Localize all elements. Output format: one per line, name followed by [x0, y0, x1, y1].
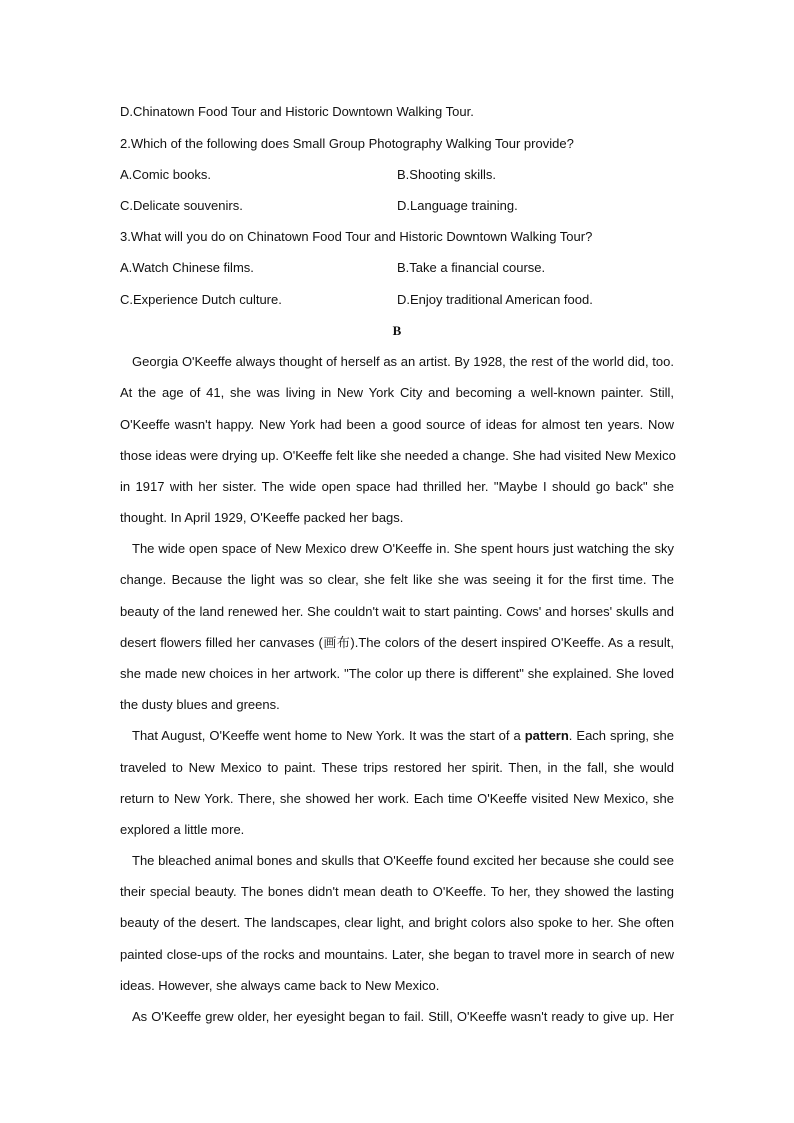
q3-question: 3.What will you do on Chinatown Food Tour and Historic Downtown Walking Tour?	[120, 229, 593, 244]
q2-option-d: D.Language training.	[397, 198, 518, 213]
q2-option-a: A.Comic books.	[120, 167, 212, 182]
q3-option-a: A.Watch Chinese films.	[120, 260, 254, 275]
passage-p1-line: those ideas were drying up. O'Keeffe felt like she needed a change. She had visited New Mexico	[120, 448, 676, 463]
passage-p2-line: The wide open space of New Mexico drew O'Keeffe in. She spent hours just watching the sky	[132, 541, 674, 556]
passage-p3-line: return to New York. There, she showed her work. Each time O'Keeffe visited New Mexico, she	[120, 791, 674, 806]
passage-p1-line: thought. In April 1929, O'Keeffe packed her bags.	[120, 510, 404, 525]
passage-p2-line: change. Because the light was so clear, she felt like she was seeing it for the first time. The	[120, 572, 674, 587]
passage-p4-line: painted close-ups of the rocks and mountains. Later, she began to travel more in search of new	[120, 947, 674, 962]
passage-p5-line: As O'Keeffe grew older, her eyesight began to fail. Still, O'Keeffe wasn't ready to give up. Her	[132, 1009, 674, 1024]
passage-p3-line: traveled to New Mexico to paint. These trips restored her spirit. Then, in the fall, she would	[120, 760, 674, 775]
q2-question: 2.Which of the following does Small Group Photography Walking Tour provide?	[120, 136, 574, 151]
passage-p1-line: At the age of 41, she was living in New York City and becoming a well-known painter. Still,	[120, 385, 674, 400]
p3-text-after: . Each spring, she	[568, 728, 674, 743]
section-label: B	[392, 323, 402, 338]
passage-p3-line: explored a little more.	[120, 822, 245, 837]
passage-p2-line: beauty of the land renewed her. She couldn't wait to start painting. Cows' and horses' skulls and	[120, 604, 674, 619]
passage-p3-line	[132, 728, 674, 744]
passage-p1-line: O'Keeffe wasn't happy. New York had been a good source of ideas for almost ten years. Now	[120, 417, 674, 432]
bold-keyword-pattern: pattern	[524, 728, 569, 743]
passage-p1-line: in 1917 with her sister. The wide open space had thrilled her. "Maybe I should go back" she	[120, 479, 674, 494]
p3-text-before: That August, O'Keeffe went home to New York. It was the start of a	[132, 728, 525, 743]
q3-option-c: C.Experience Dutch culture.	[120, 292, 282, 307]
passage-p2-line: desert flowers filled her canvases (画布).The colors of the desert inspired O'Keeffe. As a result,	[120, 635, 674, 650]
q3-option-d: D.Enjoy traditional American food.	[397, 292, 593, 307]
passage-p1-line: Georgia O'Keeffe always thought of herself as an artist. By 1928, the rest of the world did, too.	[132, 354, 674, 369]
passage-p4-line: The bleached animal bones and skulls that O'Keeffe found excited her because she could see	[132, 853, 674, 868]
q1-option-d: D.Chinatown Food Tour and Historic Downtown Walking Tour.	[120, 104, 474, 119]
q3-option-b: B.Take a financial course.	[397, 260, 546, 275]
passage-p4-line: their special beauty. The bones didn't mean death to O'Keeffe. To her, they showed the lasting	[120, 884, 674, 899]
q2-option-b: B.Shooting skills.	[397, 167, 496, 182]
passage-p4-line: ideas. However, she always came back to New Mexico.	[120, 978, 440, 993]
passage-p4-line: beauty of the desert. The landscapes, clear light, and bright colors also spoke to her. She often	[120, 915, 674, 930]
passage-p2-line: the dusty blues and greens.	[120, 697, 280, 712]
q2-option-c: C.Delicate souvenirs.	[120, 198, 243, 213]
passage-p2-line: she made new choices in her artwork. "The color up there is different" she explained. She loved	[120, 666, 674, 681]
